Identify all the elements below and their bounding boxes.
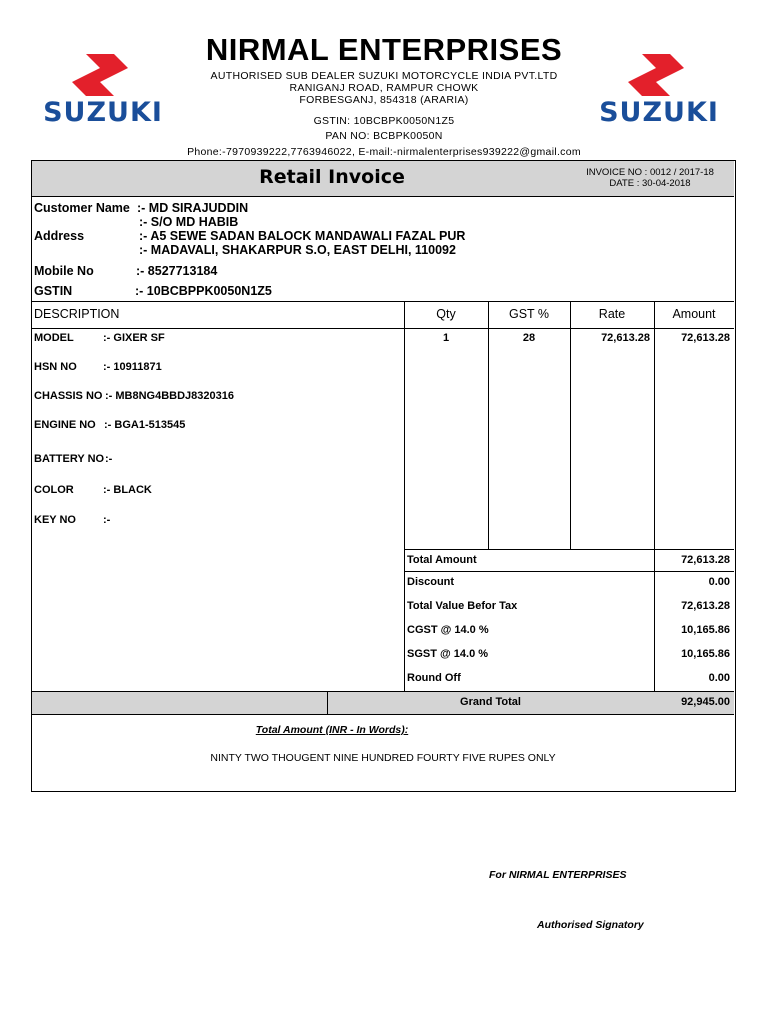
item-amount: 72,613.28 [681, 332, 730, 344]
item-detail-label: HSN NO [34, 361, 77, 373]
customer-gstin-label: GSTIN [34, 284, 73, 298]
summary-label: Total Value Befor Tax [407, 600, 518, 612]
invoice-date: DATE : 30-04-2018 [609, 178, 691, 189]
customer-address-label: Address [34, 229, 85, 243]
customer-mobile-value: :- 8527713184 [136, 264, 218, 278]
item-detail-label: COLOR [34, 484, 74, 496]
item-detail-label: BATTERY NO [34, 453, 105, 465]
company-pan: PAN NO: BCBPK0050N [325, 130, 443, 142]
item-detail-value: :- [105, 453, 113, 465]
summary-label: Total Amount [407, 554, 477, 566]
item-detail-value: :- BGA1-513545 [104, 419, 186, 431]
for-company-label: For NIRMAL ENTERPRISES [489, 869, 627, 881]
summary-value: 72,613.28 [681, 554, 730, 566]
suzuki-logo-text: SUZUKI [599, 97, 719, 128]
customer-relation: :- S/O MD HABIB [139, 215, 239, 229]
summary-label: Discount [407, 576, 455, 588]
summary-value: 0.00 [708, 672, 730, 684]
grand-total-value: 92,945.00 [681, 696, 730, 708]
item-detail-value: :- [103, 514, 111, 526]
column-header-amount: Amount [672, 307, 716, 321]
customer-name-value: :- MD SIRAJUDDIN [137, 201, 249, 215]
invoice-title: Retail Invoice [259, 166, 405, 188]
authorised-signatory-label: Authorised Signatory [537, 919, 644, 931]
item-detail-value: :- MB8NG4BBDJ8320316 [105, 390, 234, 402]
column-header-qty: Qty [436, 307, 456, 321]
customer-gstin-value: :- 10BCBPPK0050N1Z5 [135, 284, 272, 298]
suzuki-logo-text: SUZUKI [43, 97, 163, 128]
item-detail-label: KEY NO [34, 514, 76, 526]
company-gstin: GSTIN: 10BCBPK0050N1Z5 [313, 115, 455, 127]
summary-value: 10,165.86 [681, 648, 730, 660]
customer-name-label: Customer Name [34, 201, 130, 215]
item-detail-value: :- 10911871 [103, 361, 162, 373]
customer-address-line-2: :- MADAVALI, SHAKARPUR S.O, EAST DELHI, 110092 [139, 243, 456, 257]
company-address-line-3: FORBESGANJ, 854318 (ARARIA) [299, 94, 469, 106]
summary-value: 10,165.86 [681, 624, 730, 636]
summary-value: 0.00 [708, 576, 730, 588]
summary-label: SGST @ 14.0 % [407, 648, 489, 660]
item-gst: 28 [522, 332, 536, 344]
customer-address-line-1: :- A5 SEWE SADAN BALOCK MANDAWALI FAZAL PUR [139, 229, 466, 243]
summary-label: Round Off [407, 672, 461, 684]
item-detail-label: ENGINE NO [34, 419, 96, 431]
column-header-rate: Rate [598, 307, 626, 321]
customer-mobile-label: Mobile No [34, 264, 94, 278]
item-detail-value: :- GIXER SF [103, 332, 165, 344]
amount-in-words-label: Total Amount (INR - In Words): [255, 724, 409, 736]
item-rate: 72,613.28 [601, 332, 650, 344]
company-address-line-2: RANIGANJ ROAD, RAMPUR CHOWK [289, 82, 479, 94]
item-detail-value: :- BLACK [103, 484, 152, 496]
company-name: NIRMAL ENTERPRISES [205, 32, 563, 67]
summary-label: CGST @ 14.0 % [407, 624, 489, 636]
company-contact: Phone:-7970939222,7763946022, E-mail:-nirmalenterprises939222@gmail.com [187, 146, 581, 158]
item-detail-label: CHASSIS NO [34, 390, 103, 402]
company-address-line-1: AUTHORISED SUB DEALER SUZUKI MOTORCYCLE INDIA PVT.LTD [210, 70, 558, 82]
invoice-number: INVOICE NO : 0012 / 2017-18 [586, 167, 714, 178]
item-qty: 1 [442, 332, 450, 344]
amount-in-words-value: NINTY TWO THOUGENT NINE HUNDRED FOURTY FIVE RUPES ONLY [210, 752, 556, 764]
column-header-gst: GST % [508, 307, 550, 321]
item-detail-label: MODEL [34, 332, 74, 344]
grand-total-label: Grand Total [460, 696, 521, 708]
invoice-box [31, 160, 736, 792]
summary-value: 72,613.28 [681, 600, 730, 612]
column-header-description: DESCRIPTION [34, 307, 120, 321]
